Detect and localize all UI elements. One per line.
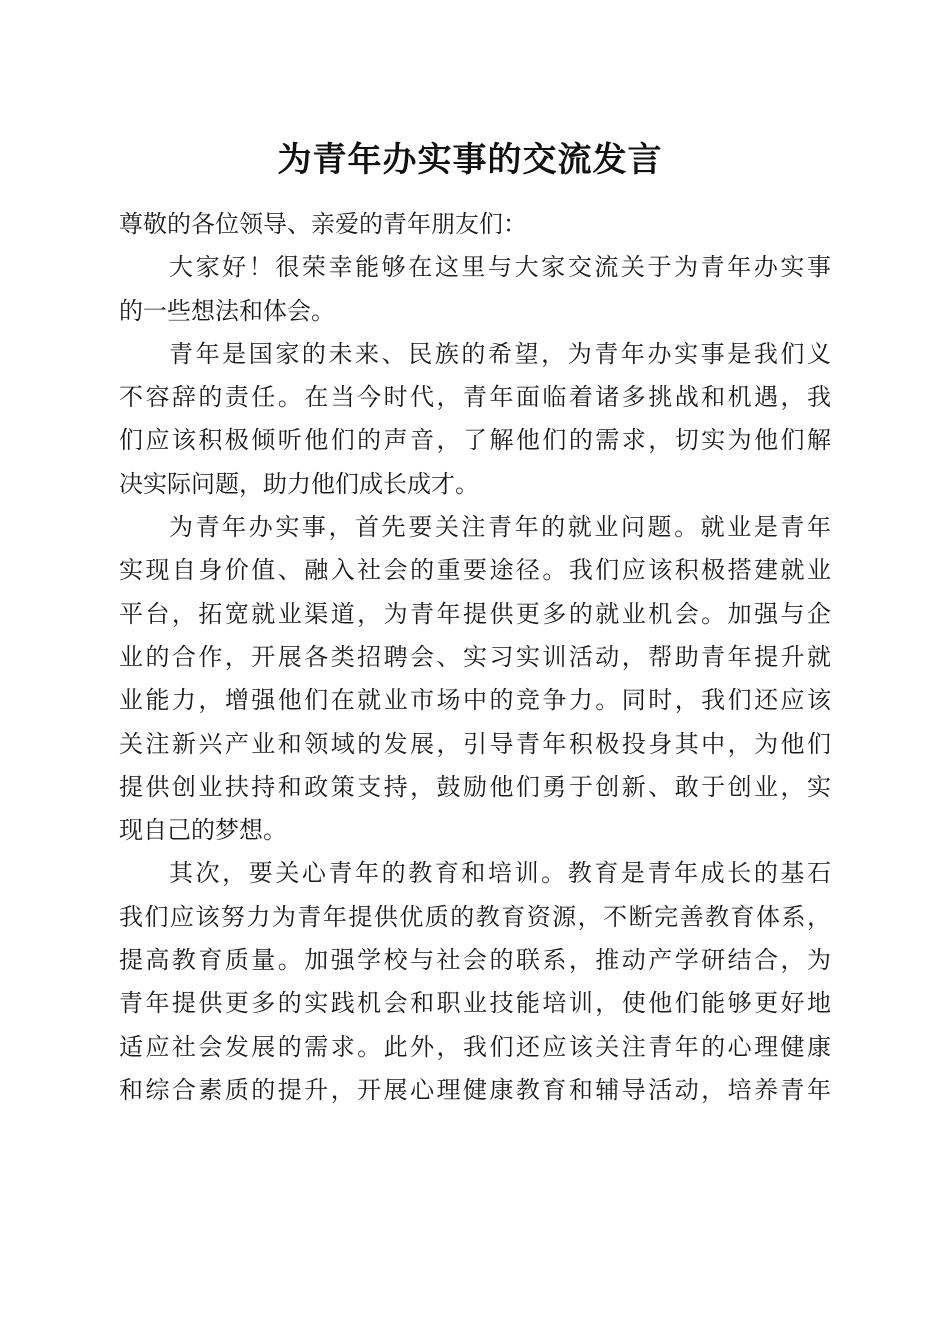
text-line: 实现自身价值、融入社会的重要途径。我们应该积极搭建就业 (119, 556, 831, 585)
text-line: 决实际问题，助力他们成长成才。 (119, 469, 479, 498)
text-line: 提供创业扶持和政策支持，鼓励他们勇于创新、敢于创业，实 (119, 772, 831, 801)
text-line: 青年是国家的未来、民族的希望，为青年办实事是我们义 (169, 339, 831, 368)
text-line: 平台，拓宽就业渠道，为青年提供更多的就业机会。加强与企 (119, 599, 831, 628)
text-line: 为青年办实事，首先要关注青年的就业问题。就业是青年 (169, 513, 831, 542)
text-line: 业能力，增强他们在就业市场中的竞争力。同时，我们还应该 (119, 686, 831, 715)
text-line: 提高教育质量。加强学校与社会的联系，推动产学研结合，为 (119, 946, 831, 975)
text-line: 适应社会发展的需求。此外，我们还应该关注青年的心理健康 (119, 1032, 831, 1061)
page-title: 为青年办实事的交流发言 (277, 140, 663, 180)
text-line: 青年提供更多的实践机会和职业技能培训，使他们能够更好地 (119, 989, 831, 1018)
text-line: 关注新兴产业和领域的发展，引导青年积极投身其中，为他们 (119, 729, 831, 758)
text-line: 的一些想法和体会。 (119, 296, 335, 325)
text-line: 大家好！很荣幸能够在这里与大家交流关于为青年办实事 (169, 253, 831, 282)
text-line: 们应该积极倾听他们的声音，了解他们的需求，切实为他们解 (119, 426, 831, 455)
text-line: 现自己的梦想。 (119, 816, 287, 845)
text-line: 业的合作，开展各类招聘会、实习实训活动，帮助青年提升就 (119, 642, 831, 671)
text-line: 和综合素质的提升，开展心理健康教育和辅导活动，培养青年 (119, 1075, 831, 1104)
text-line: 尊敬的各位领导、亲爱的青年朋友们： (119, 210, 527, 238)
text-line: 不容辞的责任。在当今时代，青年面临着诸多挑战和机遇，我 (119, 383, 831, 412)
text-line: 我们应该努力为青年提供优质的教育资源，不断完善教育体系， (119, 902, 831, 931)
text-line: 其次，要关心青年的教育和培训。教育是青年成长的基石 (169, 859, 831, 888)
document-body (119, 203, 831, 1112)
